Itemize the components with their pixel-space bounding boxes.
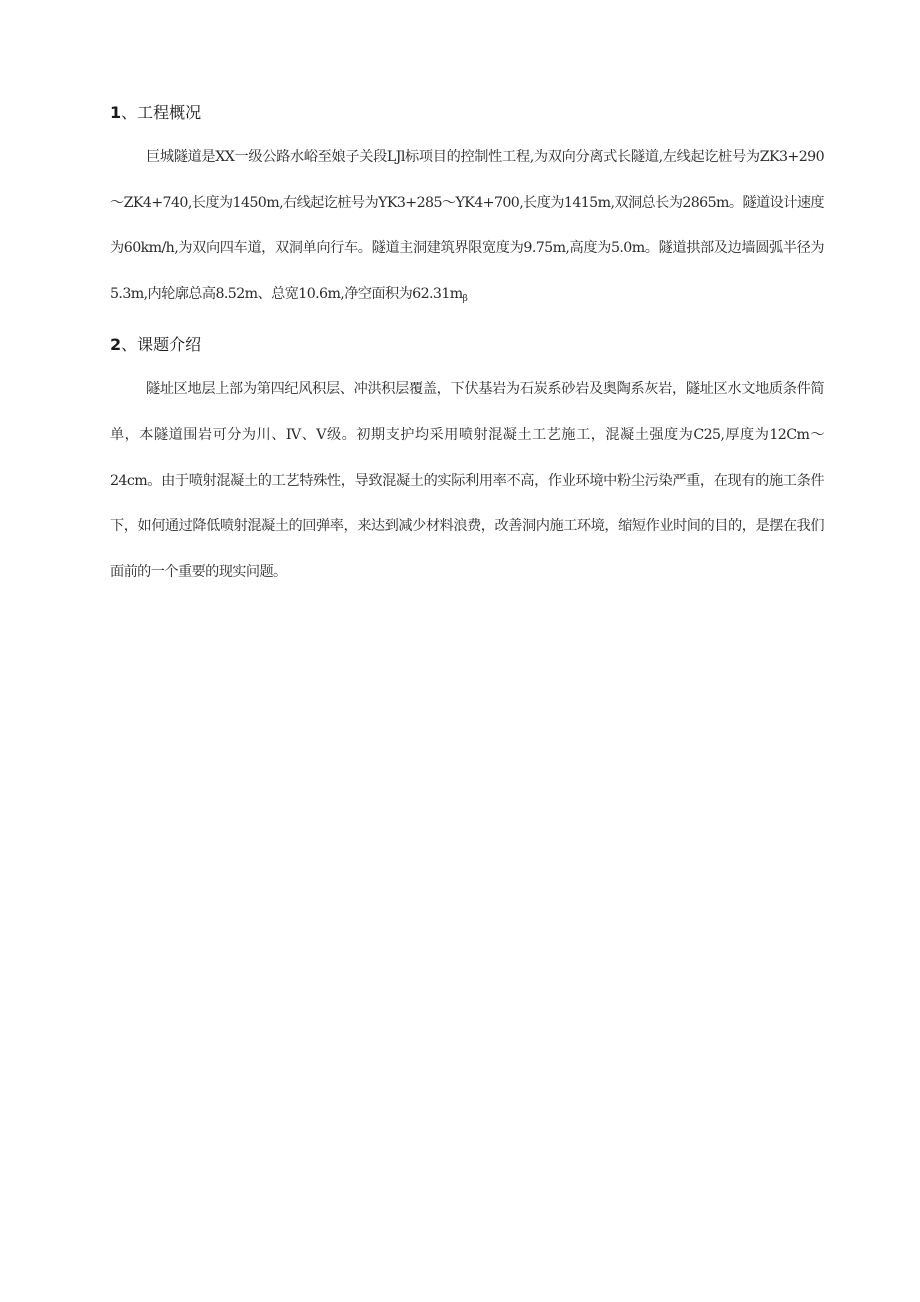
- section-title: 课题介绍: [137, 335, 202, 355]
- document-body: [110, 98, 824, 595]
- section-paragraph: [110, 135, 824, 322]
- section-heading: [110, 330, 824, 360]
- section-separator: 、: [121, 335, 138, 355]
- section-number: 2: [110, 335, 122, 355]
- section-topic-introduction: [110, 330, 824, 595]
- section-title: 工程概况: [137, 103, 202, 122]
- paragraph-text: 隧址区地层上部为第四纪风积层、冲洪积层覆盖，下伏基岩为石炭系砂岩及奥陶系灰岩，隧址区水文地质条件简单，本隧道围岩可分为川、IV、V级。初期支护均采用喷射混凝土工艺施工，混凝土强度为C25,厚度为12Cm～24cm。由于喷射混凝土的工艺特殊性，导致混凝土的实际利用率不高，作业环境中粉尘污染严重，在现有的施工条件下，如何通过降低喷射混凝土的回弹率，来达到减少材料浪费，改善洞内施工环境，缩短作业时间的目的，是摆在我们面前的一个重要的现实问题。: [110, 381, 824, 580]
- section-separator: 、: [121, 103, 138, 122]
- section-project-overview: [110, 98, 824, 322]
- section-heading: [110, 98, 824, 128]
- paragraph-suffix: β: [462, 293, 468, 304]
- section-paragraph: [110, 367, 824, 595]
- paragraph-text: 巨城隧道是XX一级公路水峪至娘子关段LJl标项目的控制性工程,为双向分离式长隧道,左线起讫桩号为ZK3+290～ZK4+740,长度为1450m,右线起讫桩号为YK3+285～YK4+700,长度为1415m,双洞总长为2865m。隧道设计速度为60km/h,为双向四车道，双洞单向行车。隧道主洞建筑界限宽度为9.75m,高度为5.0m。隧道拱部及边墙圆弧半径为5.3m,内轮廓总高8.52m、总宽10.6m,净空面积为62.31m: [110, 149, 824, 302]
- section-number: 1: [110, 103, 122, 122]
